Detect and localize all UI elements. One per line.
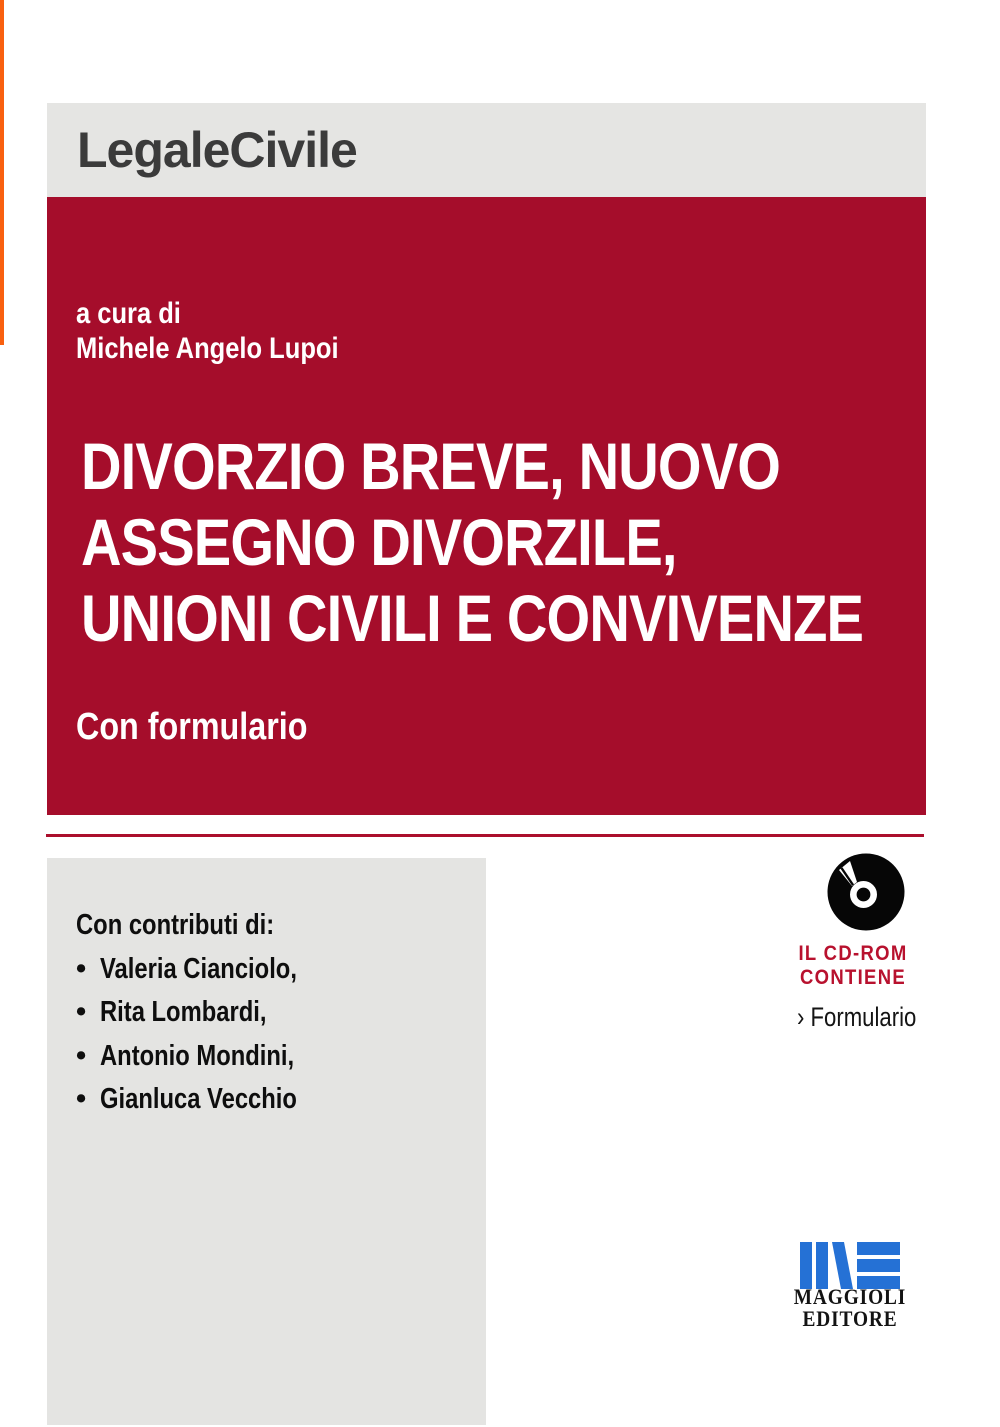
- bullet-icon: •: [76, 1039, 87, 1072]
- bullet-icon: •: [76, 952, 87, 985]
- contributor-name: Antonio Mondini,: [100, 1039, 295, 1072]
- publisher-name-line-2: EDITORE: [802, 1305, 898, 1331]
- bullet-icon: •: [76, 1083, 87, 1115]
- cd-disc-icon: [827, 853, 905, 931]
- bullet-icon: •: [76, 996, 87, 1028]
- book-title-line-3: UNIONI CIVILI E CONVIVENZE: [81, 581, 864, 655]
- curator: [76, 296, 385, 366]
- cd-rom-label-line-1: IL CD-ROM: [798, 942, 908, 965]
- contributors-heading: Con contributi di:: [76, 909, 275, 941]
- left-accent-stripe: [0, 0, 4, 345]
- book-title: [81, 428, 1000, 656]
- series-band: [47, 103, 926, 197]
- maggioli-monogram-icon: [800, 1242, 900, 1289]
- publisher-name-line-1: MAGGIOLI: [793, 1284, 907, 1309]
- contributors-box: [47, 858, 486, 1425]
- contributor-name: Valeria Cianciolo,: [100, 952, 297, 985]
- contributor-name: Rita Lombardi,: [100, 996, 267, 1028]
- publisher-name: [774, 1286, 926, 1329]
- contributor-item: [76, 948, 340, 992]
- contributor-item: [76, 991, 340, 1035]
- contributor-item: [76, 1035, 340, 1079]
- title-block: [47, 197, 926, 815]
- curator-prefix: a cura di: [76, 297, 181, 330]
- contributor-name: Gianluca Vecchio: [100, 1083, 297, 1115]
- contributors-list: [76, 904, 340, 1122]
- book-title-line-2: ASSEGNO DIVORZILE,: [81, 505, 677, 579]
- series-label: LegaleCivile: [77, 122, 357, 178]
- contributor-item: [76, 1078, 340, 1122]
- curator-name: Michele Angelo Lupoi: [76, 332, 339, 365]
- cd-rom-content-item: › Formulario: [797, 1002, 917, 1032]
- cd-rom-label: [763, 942, 943, 990]
- book-subtitle: Con formulario: [76, 706, 308, 748]
- book-title-line-1: DIVORZIO BREVE, NUOVO: [81, 429, 781, 503]
- cd-rom-label-line-2: CONTIENE: [799, 966, 907, 989]
- divider-rule: [46, 834, 924, 837]
